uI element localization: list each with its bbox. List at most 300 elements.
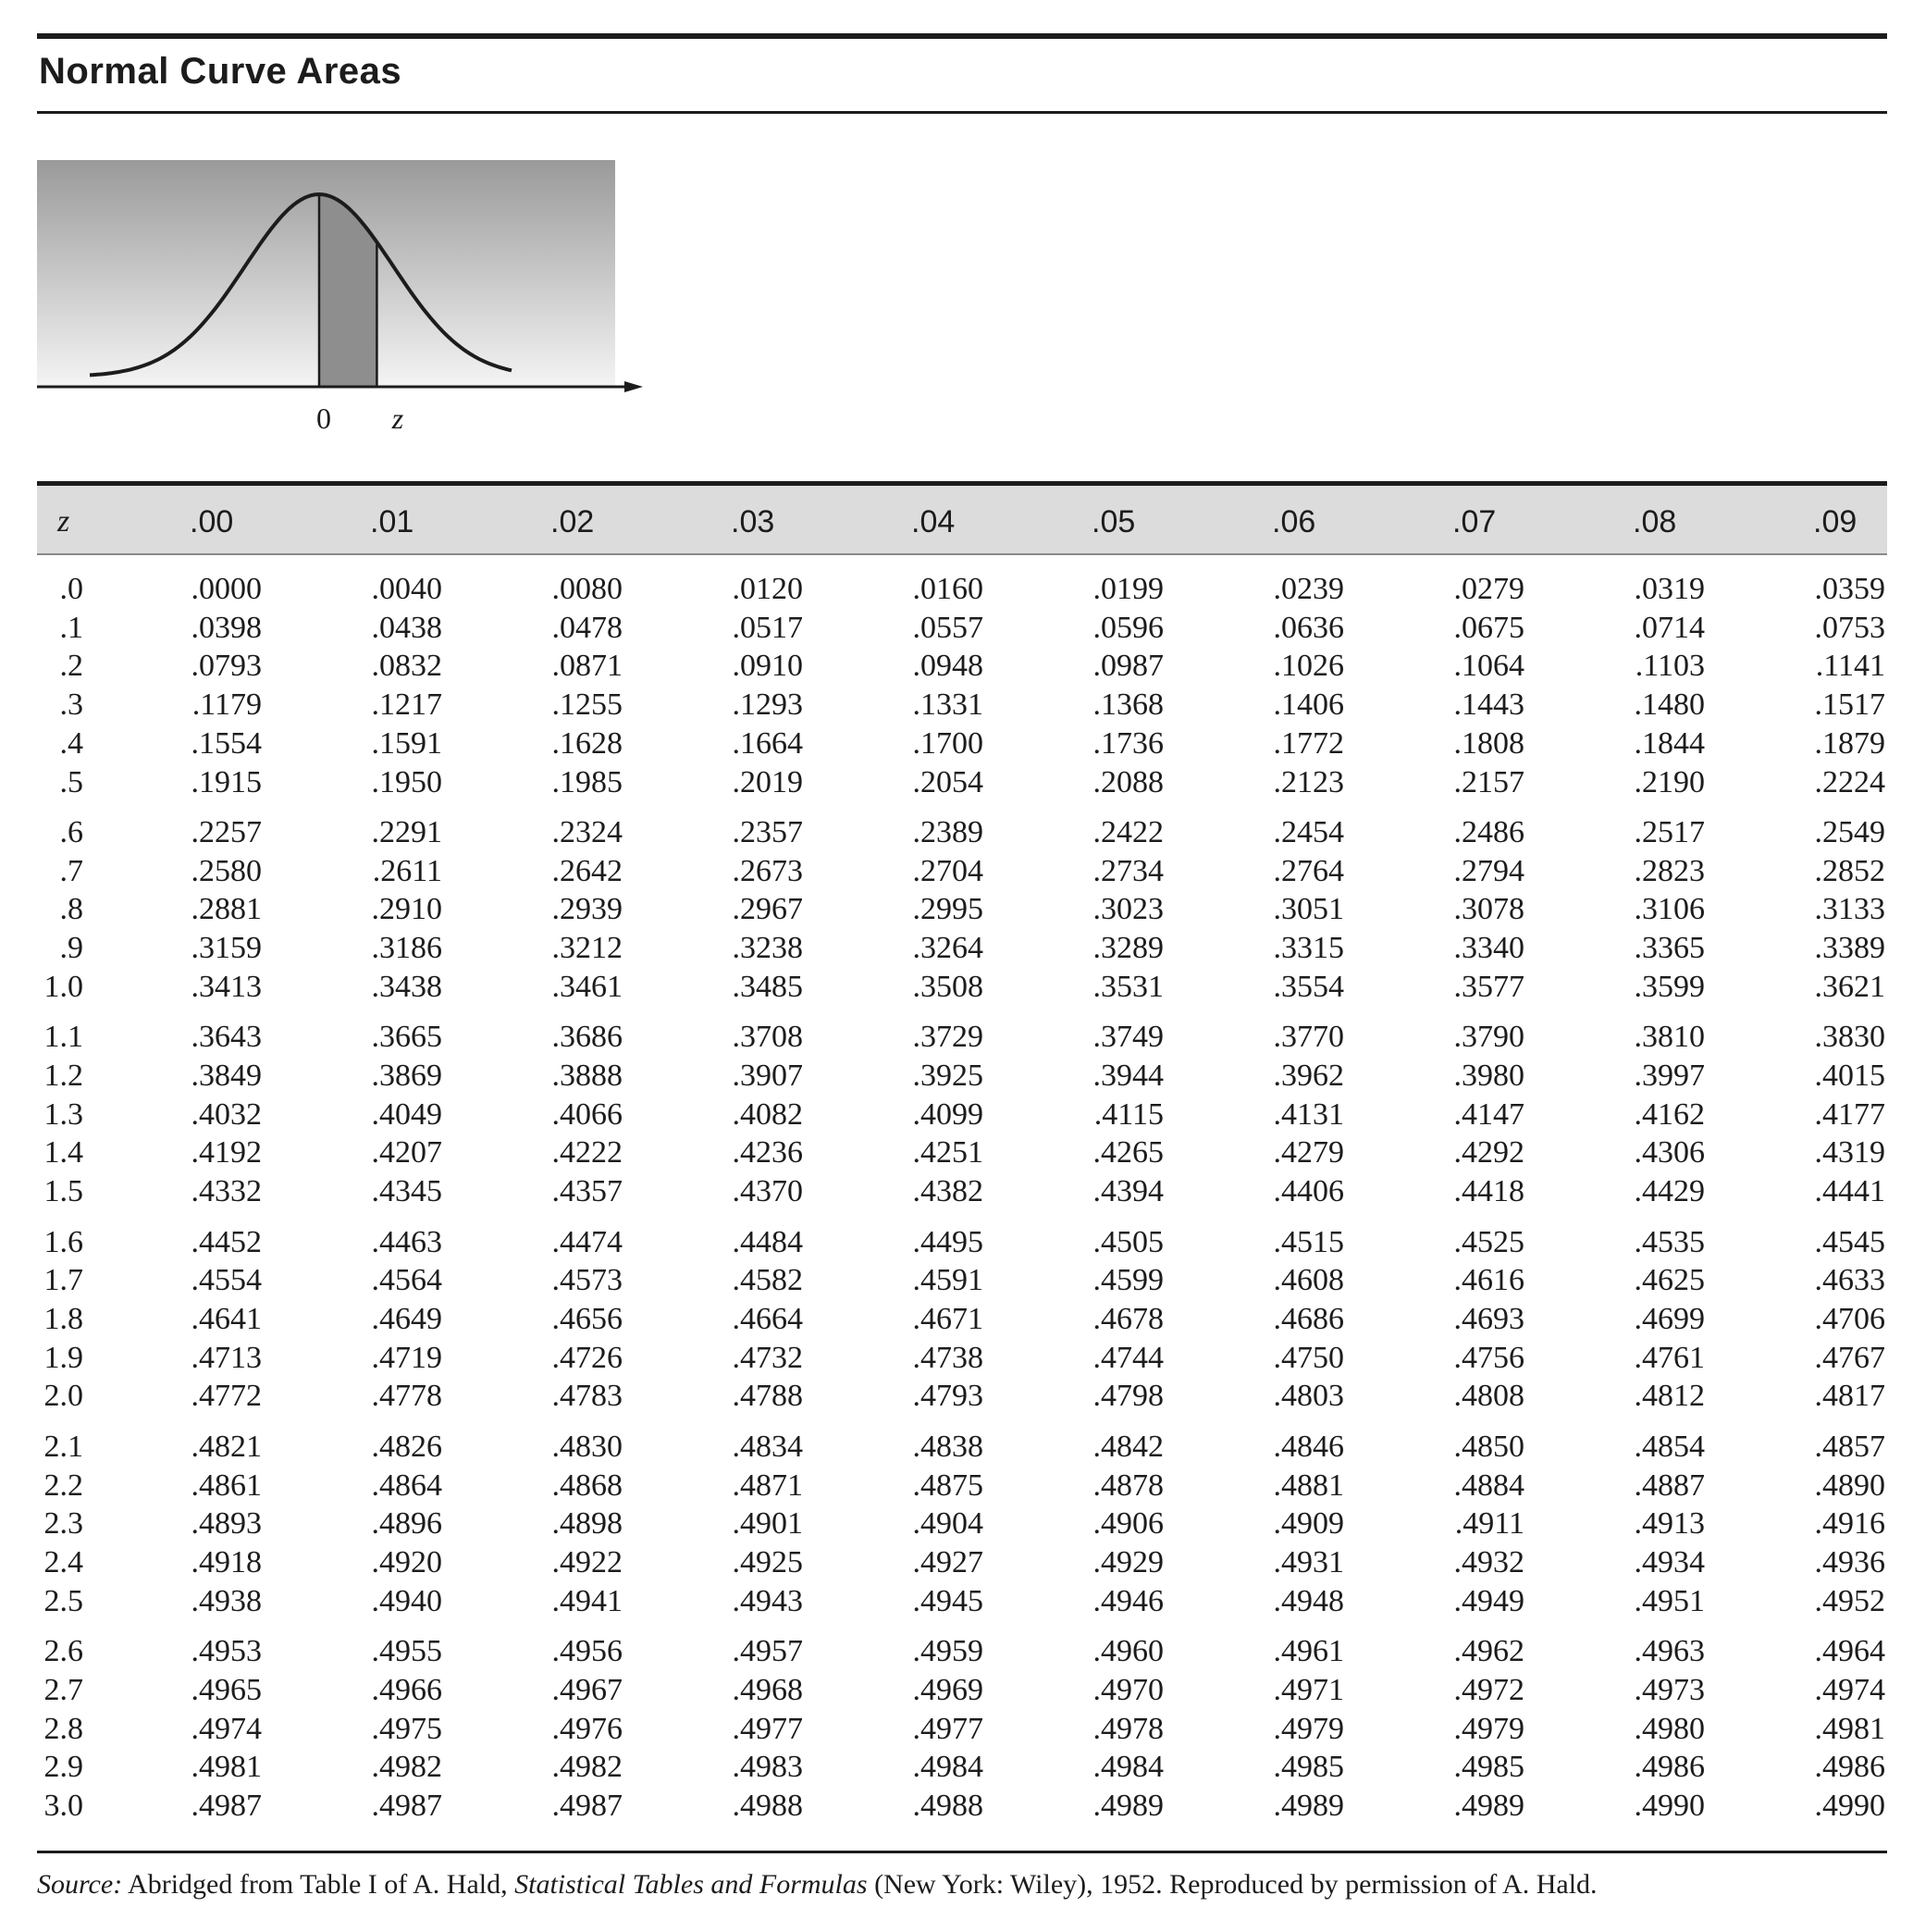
area-value: .4901 — [732, 1506, 803, 1542]
area-value: .3389 — [1814, 931, 1885, 966]
area-value: .1628 — [551, 725, 623, 761]
area-value: .4987 — [191, 1789, 262, 1823]
header-col: .08 — [1633, 504, 1677, 539]
area-value: .0714 — [1634, 610, 1705, 645]
area-value: .4982 — [551, 1750, 623, 1785]
area-value: .4969 — [912, 1672, 983, 1707]
area-value: .4817 — [1814, 1379, 1885, 1414]
z-value: .8 — [59, 892, 83, 927]
area-value: .4989 — [1273, 1789, 1344, 1823]
header-col: .03 — [731, 504, 775, 539]
area-value: .3023 — [1092, 892, 1164, 927]
area-value: .4943 — [732, 1583, 803, 1618]
z-value: 2.5 — [43, 1583, 83, 1618]
area-value: .0120 — [732, 572, 803, 606]
area-value: .4761 — [1634, 1340, 1705, 1375]
z-value: 1.2 — [43, 1059, 83, 1093]
area-value: .0753 — [1814, 610, 1885, 645]
area-value: .4875 — [912, 1468, 983, 1503]
area-value: .2967 — [732, 892, 803, 927]
area-value: .4406 — [1273, 1174, 1344, 1209]
z-value: 2.8 — [43, 1711, 83, 1746]
area-value: .4032 — [191, 1096, 262, 1132]
z-value: 2.2 — [43, 1468, 83, 1503]
area-value: .2881 — [191, 892, 262, 927]
area-value: .4664 — [732, 1302, 803, 1336]
area-value: .4932 — [1453, 1545, 1524, 1579]
area-value: .4115 — [1093, 1096, 1164, 1132]
area-value: .3708 — [732, 1020, 803, 1055]
area-value: .4922 — [551, 1545, 623, 1579]
area-value: .2794 — [1453, 853, 1524, 888]
area-value: .3461 — [551, 969, 623, 1004]
area-value: .4940 — [371, 1583, 442, 1618]
area-value: .0636 — [1273, 610, 1344, 645]
area-value: .1700 — [912, 725, 983, 761]
area-value: .4881 — [1273, 1468, 1344, 1503]
area-value: .4854 — [1634, 1429, 1705, 1464]
area-value: .4985 — [1273, 1750, 1344, 1785]
area-value: .2611 — [372, 853, 442, 888]
area-value: .0517 — [732, 610, 803, 645]
area-value: .4931 — [1273, 1545, 1344, 1579]
area-value: .4981 — [1814, 1711, 1885, 1746]
area-value: .3749 — [1092, 1020, 1164, 1055]
area-value: .4868 — [551, 1468, 623, 1503]
area-value: .4977 — [912, 1711, 983, 1746]
area-value: .4904 — [912, 1506, 983, 1542]
tick-zero: 0 — [316, 402, 331, 435]
area-value: .0080 — [551, 572, 623, 606]
area-value: .2054 — [912, 764, 983, 799]
z-value: 2.0 — [43, 1379, 83, 1414]
area-value: .4975 — [371, 1711, 442, 1746]
area-value: .4345 — [371, 1174, 442, 1209]
area-value: .4719 — [371, 1340, 442, 1375]
area-value: .3078 — [1453, 892, 1524, 927]
area-value: .4812 — [1634, 1379, 1705, 1414]
area-value: .2357 — [732, 815, 803, 849]
area-value: .4864 — [371, 1468, 442, 1503]
area-value: .0279 — [1453, 572, 1524, 606]
area-value: .4803 — [1273, 1379, 1344, 1414]
area-value: .4463 — [371, 1224, 442, 1259]
area-value: .4678 — [1092, 1302, 1164, 1336]
area-value: .4564 — [371, 1263, 442, 1298]
area-value: .4535 — [1634, 1224, 1705, 1259]
z-value: 1.6 — [43, 1224, 83, 1259]
area-value: .4515 — [1273, 1224, 1344, 1259]
area-value: .4826 — [371, 1429, 442, 1464]
area-value: .4988 — [732, 1789, 803, 1823]
z-value: 2.1 — [43, 1429, 83, 1464]
area-value: .4946 — [1092, 1583, 1164, 1618]
area-value: .4783 — [551, 1379, 623, 1414]
area-value: .4990 — [1814, 1789, 1885, 1823]
area-value: .4049 — [371, 1096, 442, 1132]
area-value: .4898 — [551, 1506, 623, 1542]
area-value: .3770 — [1273, 1020, 1344, 1055]
z-value: 1.7 — [43, 1263, 83, 1298]
area-value: .4066 — [551, 1096, 623, 1132]
area-value: .4978 — [1092, 1711, 1164, 1746]
area-value: .4821 — [191, 1429, 262, 1464]
area-value: .1844 — [1634, 725, 1705, 761]
area-value: .4890 — [1814, 1468, 1885, 1503]
area-value: .0948 — [912, 649, 983, 684]
area-value: .3599 — [1634, 969, 1705, 1004]
area-value: .4131 — [1273, 1096, 1344, 1132]
area-value: .4893 — [191, 1506, 262, 1542]
area-value: .2422 — [1092, 815, 1164, 849]
area-value: .4972 — [1453, 1672, 1524, 1707]
area-value: .4934 — [1634, 1545, 1705, 1579]
area-value: .4382 — [912, 1174, 983, 1209]
area-value: .4906 — [1092, 1506, 1164, 1542]
area-value: .4929 — [1092, 1545, 1164, 1579]
area-value: .2389 — [912, 815, 983, 849]
area-value: .4656 — [551, 1302, 623, 1336]
area-value: .4982 — [371, 1750, 442, 1785]
header-col: .02 — [550, 504, 595, 539]
area-value: .1406 — [1273, 687, 1344, 723]
area-value: .1664 — [732, 725, 803, 761]
area-value: .2157 — [1453, 764, 1524, 799]
area-value: .0239 — [1273, 572, 1344, 606]
area-value: .4834 — [732, 1429, 803, 1464]
area-value: .4207 — [371, 1135, 442, 1170]
area-value: .3413 — [191, 969, 262, 1004]
area-value: .4983 — [732, 1750, 803, 1785]
area-value: .2549 — [1814, 815, 1885, 849]
area-value: .4896 — [371, 1506, 442, 1542]
area-value: .0987 — [1092, 649, 1164, 684]
area-value: .2734 — [1092, 853, 1164, 888]
area-value: .2088 — [1092, 764, 1164, 799]
area-value: .4418 — [1453, 1174, 1524, 1209]
area-value: .1480 — [1634, 687, 1705, 723]
area-value: .4952 — [1814, 1583, 1885, 1618]
area-value: .4987 — [371, 1789, 442, 1823]
area-value: .2190 — [1634, 764, 1705, 799]
area-value: .4920 — [371, 1545, 442, 1579]
area-value: .3508 — [912, 969, 983, 1004]
area-value: .1950 — [371, 764, 442, 799]
area-value: .4265 — [1092, 1135, 1164, 1170]
area-value: .4394 — [1092, 1174, 1164, 1209]
area-value: .4082 — [732, 1096, 803, 1132]
area-value: .4936 — [1814, 1545, 1885, 1579]
area-value: .4616 — [1453, 1263, 1524, 1298]
area-value: .3340 — [1453, 931, 1524, 966]
area-value: .3830 — [1814, 1020, 1885, 1055]
area-value: .0040 — [371, 572, 442, 606]
area-value: .0871 — [551, 649, 623, 684]
table-header — [37, 481, 1887, 555]
area-value: .4909 — [1273, 1506, 1344, 1542]
area-value: .4918 — [191, 1545, 262, 1579]
area-value: .1103 — [1635, 649, 1705, 684]
area-value: .3621 — [1814, 969, 1885, 1004]
area-value: .3962 — [1273, 1059, 1344, 1093]
area-value: .4545 — [1814, 1224, 1885, 1259]
area-value: .4292 — [1453, 1135, 1524, 1170]
area-value: .4974 — [191, 1711, 262, 1746]
area-value: .4990 — [1634, 1789, 1705, 1823]
z-value: 1.9 — [43, 1340, 83, 1375]
area-value: .4987 — [551, 1789, 623, 1823]
area-value: .1985 — [551, 764, 623, 799]
area-value: .3925 — [912, 1059, 983, 1093]
area-value: .1217 — [371, 687, 442, 723]
area-value: .4949 — [1453, 1583, 1524, 1618]
area-value: .4525 — [1453, 1224, 1524, 1259]
header-z: z — [57, 504, 70, 539]
area-value: .2642 — [551, 853, 623, 888]
area-value: .0675 — [1453, 610, 1524, 645]
area-value: .4793 — [912, 1379, 983, 1414]
header-col: .01 — [370, 504, 414, 539]
area-value: .3980 — [1453, 1059, 1524, 1093]
area-value: .2704 — [912, 853, 983, 888]
area-value: .4838 — [912, 1429, 983, 1464]
area-value: .4778 — [371, 1379, 442, 1414]
axis-arrow-icon — [624, 381, 643, 392]
area-value: .2454 — [1273, 815, 1344, 849]
area-value: .4830 — [551, 1429, 623, 1464]
area-value: .4641 — [191, 1302, 262, 1336]
tick-z: z — [391, 402, 404, 435]
area-value: .4887 — [1634, 1468, 1705, 1503]
area-value: .0319 — [1634, 572, 1705, 606]
area-value: .3238 — [732, 931, 803, 966]
area-value: .4974 — [1814, 1672, 1885, 1707]
area-value: .4495 — [912, 1224, 983, 1259]
area-value: .1026 — [1273, 649, 1344, 684]
area-value: .0199 — [1092, 572, 1164, 606]
area-value: .2939 — [551, 892, 623, 927]
area-value: .1179 — [191, 687, 262, 723]
area-value: .4961 — [1273, 1634, 1344, 1669]
area-value: .4452 — [191, 1224, 262, 1259]
area-value: .4951 — [1634, 1583, 1705, 1618]
area-value: .1517 — [1814, 687, 1885, 723]
source-label: Source: — [37, 1869, 123, 1900]
area-value: .1064 — [1453, 649, 1524, 684]
source-note — [37, 1869, 1598, 1901]
area-value: .3438 — [371, 969, 442, 1004]
area-value: .3212 — [551, 931, 623, 966]
area-value: .4941 — [551, 1583, 623, 1618]
header-col: .09 — [1813, 504, 1857, 539]
header-col: .05 — [1092, 504, 1136, 539]
area-value: .1368 — [1092, 687, 1164, 723]
z-value: 1.0 — [43, 969, 83, 1004]
area-value: .4963 — [1634, 1634, 1705, 1669]
source-book-title: Statistical Tables and Formulas — [514, 1869, 868, 1900]
area-value: .0910 — [732, 649, 803, 684]
area-value: .4970 — [1092, 1672, 1164, 1707]
area-value: .2019 — [732, 764, 803, 799]
area-value: .0557 — [912, 610, 983, 645]
area-value: .4984 — [1092, 1750, 1164, 1785]
area-value: .4279 — [1273, 1135, 1344, 1170]
area-value: .1808 — [1453, 725, 1524, 761]
area-value: .0793 — [191, 649, 262, 684]
area-value: .4989 — [1092, 1789, 1164, 1823]
z-value: 2.3 — [43, 1506, 83, 1542]
area-value: .4554 — [191, 1263, 262, 1298]
area-value: .4693 — [1453, 1302, 1524, 1336]
area-value: .4633 — [1814, 1263, 1885, 1298]
area-value: .3531 — [1092, 969, 1164, 1004]
area-value: .4980 — [1634, 1711, 1705, 1746]
area-value: .4732 — [732, 1340, 803, 1375]
area-value: .1915 — [191, 764, 262, 799]
area-value: .3315 — [1273, 931, 1344, 966]
area-value: .2123 — [1273, 764, 1344, 799]
area-value: .4015 — [1814, 1059, 1885, 1093]
area-value: .4608 — [1273, 1263, 1344, 1298]
z-value: .5 — [59, 764, 83, 799]
area-value: .0359 — [1814, 572, 1885, 606]
area-value: .4573 — [551, 1263, 623, 1298]
area-value: .4686 — [1273, 1302, 1344, 1336]
area-value: .4222 — [551, 1135, 623, 1170]
title-rule — [37, 111, 1887, 114]
area-value: .4772 — [191, 1379, 262, 1414]
area-value: .4989 — [1453, 1789, 1524, 1823]
area-value: .4370 — [732, 1174, 803, 1209]
area-value: .4878 — [1092, 1468, 1164, 1503]
z-value: 3.0 — [43, 1789, 83, 1823]
area-value: .2580 — [191, 853, 262, 888]
area-value: .4699 — [1634, 1302, 1705, 1336]
area-value: .4236 — [732, 1135, 803, 1170]
area-value: .4767 — [1814, 1340, 1885, 1375]
area-value: .4967 — [551, 1672, 623, 1707]
area-value: .1331 — [912, 687, 983, 723]
area-value: .2257 — [191, 815, 262, 849]
area-value: .4986 — [1814, 1750, 1885, 1785]
area-value: .4988 — [912, 1789, 983, 1823]
z-value: 1.8 — [43, 1302, 83, 1336]
header-col: .04 — [911, 504, 956, 539]
area-value: .4979 — [1453, 1711, 1524, 1746]
z-value: .3 — [59, 687, 83, 723]
area-value: .3289 — [1092, 931, 1164, 966]
area-value: .0832 — [371, 649, 442, 684]
area-value: .1591 — [371, 725, 442, 761]
area-value: .0478 — [551, 610, 623, 645]
area-value: .2764 — [1273, 853, 1344, 888]
area-value: .4956 — [551, 1634, 623, 1669]
z-value: .2 — [59, 649, 83, 684]
area-value: .0398 — [191, 610, 262, 645]
area-value: .4884 — [1453, 1468, 1524, 1503]
area-value: .4474 — [551, 1224, 623, 1259]
area-value: .3729 — [912, 1020, 983, 1055]
area-value: .1554 — [191, 725, 262, 761]
area-value: .4798 — [1092, 1379, 1164, 1414]
area-value: .4192 — [191, 1135, 262, 1170]
area-value: .4871 — [732, 1468, 803, 1503]
area-value: .2852 — [1814, 853, 1885, 888]
area-value: .4986 — [1634, 1750, 1705, 1785]
area-value: .3051 — [1273, 892, 1344, 927]
area-value: .4976 — [551, 1711, 623, 1746]
area-value: .4981 — [191, 1750, 262, 1785]
area-value: .3643 — [191, 1020, 262, 1055]
z-value: .7 — [59, 853, 83, 888]
area-value: .4953 — [191, 1634, 262, 1669]
z-value: .4 — [59, 725, 83, 761]
area-value: .0000 — [191, 572, 262, 606]
area-value: .4948 — [1273, 1583, 1344, 1618]
area-value: .4251 — [912, 1135, 983, 1170]
area-value: .3810 — [1634, 1020, 1705, 1055]
area-value: .4913 — [1634, 1506, 1705, 1542]
header-col: .06 — [1272, 504, 1316, 539]
area-value: .4945 — [912, 1583, 983, 1618]
area-value: .3869 — [371, 1059, 442, 1093]
area-value: .4744 — [1092, 1340, 1164, 1375]
area-value: .3944 — [1092, 1059, 1164, 1093]
z-value: .0 — [59, 572, 83, 606]
area-value: .1293 — [732, 687, 803, 723]
area-value: .4099 — [912, 1096, 983, 1132]
area-value: .1443 — [1453, 687, 1524, 723]
z-value: 1.3 — [43, 1096, 83, 1132]
z-value: .1 — [59, 610, 83, 645]
area-value: .4973 — [1634, 1672, 1705, 1707]
area-value: .3849 — [191, 1059, 262, 1093]
area-value: .4971 — [1273, 1672, 1344, 1707]
area-value: .3365 — [1634, 931, 1705, 966]
area-value: .2324 — [551, 815, 623, 849]
area-value: .4671 — [912, 1302, 983, 1336]
area-value: .4808 — [1453, 1379, 1524, 1414]
area-value: .4965 — [191, 1672, 262, 1707]
area-value: .4985 — [1453, 1750, 1524, 1785]
area-value: .4591 — [912, 1263, 983, 1298]
area-value: .3485 — [732, 969, 803, 1004]
area-value: .3790 — [1453, 1020, 1524, 1055]
top-rule — [37, 33, 1887, 39]
area-value: .4505 — [1092, 1224, 1164, 1259]
area-value: .4319 — [1814, 1135, 1885, 1170]
header-col: .07 — [1452, 504, 1497, 539]
area-value: .3159 — [191, 931, 262, 966]
z-value: .9 — [59, 931, 83, 966]
area-value: .4977 — [732, 1711, 803, 1746]
z-value: 1.5 — [43, 1174, 83, 1209]
normal-curve-figure — [37, 157, 648, 435]
area-value: .4911 — [1454, 1506, 1524, 1542]
area-value: .1879 — [1814, 725, 1885, 761]
area-value: .4706 — [1814, 1302, 1885, 1336]
area-value: .4861 — [191, 1468, 262, 1503]
area-value: .4649 — [371, 1302, 442, 1336]
z-value: 1.4 — [43, 1135, 83, 1170]
area-value: .4979 — [1273, 1711, 1344, 1746]
area-value: .4147 — [1453, 1096, 1524, 1132]
area-value: .4441 — [1814, 1174, 1885, 1209]
area-value: .3907 — [732, 1059, 803, 1093]
z-value: 2.4 — [43, 1545, 83, 1579]
area-value: .2823 — [1634, 853, 1705, 888]
area-value: .4357 — [551, 1174, 623, 1209]
